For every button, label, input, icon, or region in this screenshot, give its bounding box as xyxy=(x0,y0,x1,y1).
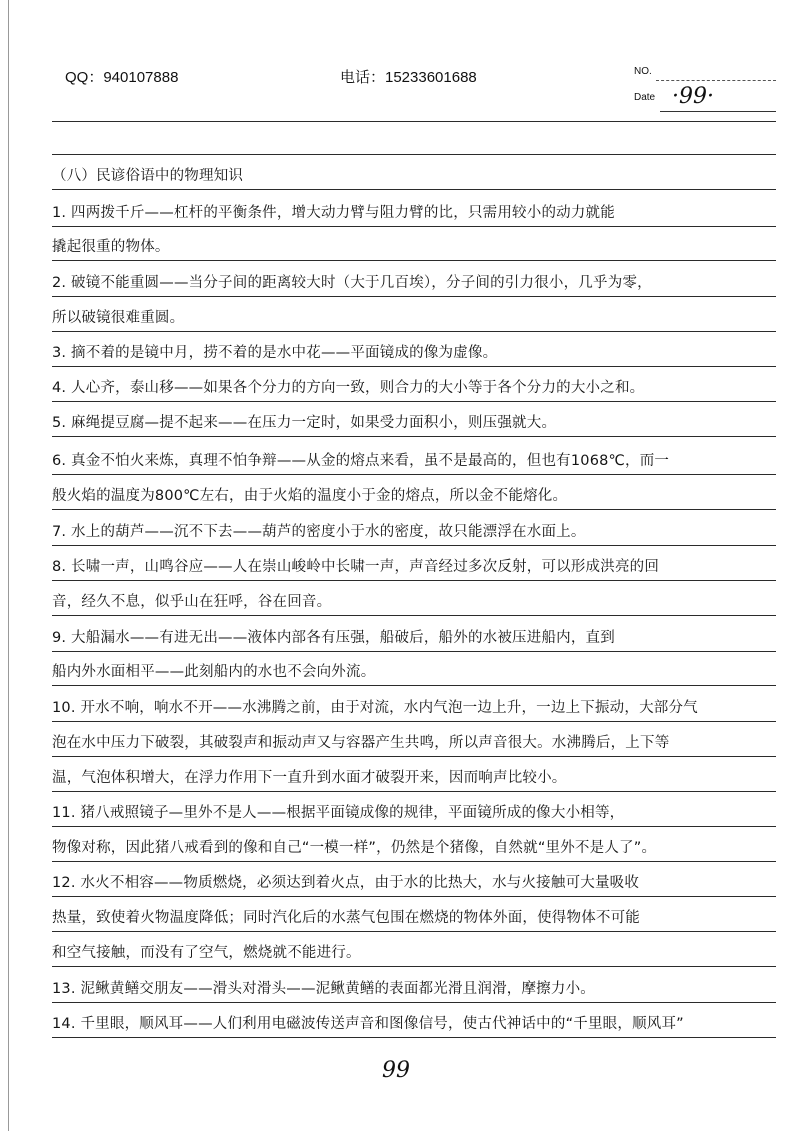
ruled-line xyxy=(52,791,776,792)
note-line: 6. 真金不怕火来炼，真理不怕争辩——从金的熔点来看，虽不是最高的，但也有1068℃，而一 xyxy=(52,453,670,469)
note-line: 和空气接触，而没有了空气，燃烧就不能进行。 xyxy=(52,945,361,961)
note-line: 5. 麻绳提豆腐—提不起来——在压力一定时，如果受力面积小，则压强就大。 xyxy=(52,415,557,431)
note-line: 温，气泡体积增大，在浮力作用下一直升到水面才破裂开来，因而响声比较小。 xyxy=(52,770,567,786)
date-label: Date xyxy=(634,92,656,103)
note-line: 撬起很重的物体。 xyxy=(52,239,170,255)
ruled-line xyxy=(52,756,776,757)
note-line: 10. 开水不响，响水不开——水沸腾之前，由于对流，水内气泡一边上升，一边上下振动，大部分气 xyxy=(52,700,698,716)
ruled-line xyxy=(52,580,776,581)
note-line: 2. 破镜不能重圆——当分子间的距离较大时（大于几百埃），分子间的引力很小，几乎为零， xyxy=(52,275,652,291)
section-title: （八）民谚俗语中的物理知识 xyxy=(52,168,244,184)
phone-contact: 电话：15233601688 xyxy=(340,69,477,86)
ruled-line xyxy=(52,121,776,122)
note-line: 9. 大船漏水——有进无出——液体内部各有压强，船破后，船外的水被压进船内，直到 xyxy=(52,630,615,646)
note-line: 物像对称，因此猪八戒看到的像和自己“一模一样”，仍然是个猪像，自然就“里外不是人了”。 xyxy=(52,840,657,856)
note-line: 7. 水上的葫芦——沉不下去——葫芦的密度小于水的密度，故只能漂浮在水面上。 xyxy=(52,524,586,540)
ruled-line xyxy=(52,615,776,616)
note-line: 3. 摘不着的是镜中月，捞不着的是水中花——平面镜成的像为虚像。 xyxy=(52,345,498,361)
ruled-line xyxy=(52,1037,776,1038)
ruled-line xyxy=(52,1002,776,1003)
ruled-line xyxy=(52,861,776,862)
qq-contact: QQ：940107888 xyxy=(65,69,179,86)
ruled-line xyxy=(52,896,776,897)
ruled-line xyxy=(52,260,776,261)
ruled-line xyxy=(52,331,776,332)
note-line: 热量，致使着火物温度降低；同时汽化后的水蒸气包围在燃烧的物体外面，使得物体不可能 xyxy=(52,910,640,926)
ruled-line xyxy=(52,436,776,437)
ruled-line xyxy=(52,826,776,827)
note-line: 音，经久不息，似乎山在狂呼，谷在回音。 xyxy=(52,594,332,610)
ruled-line xyxy=(52,366,776,367)
ruled-line xyxy=(52,721,776,722)
note-line: 船内外水面相平——此刻船内的水也不会向外流。 xyxy=(52,664,376,680)
note-line: 13. 泥鳅黄鳝交朋友——滑头对滑头——泥鳅黄鳝的表面都光滑且润滑，摩擦力小。 xyxy=(52,981,595,997)
note-line: 14. 千里眼，顺风耳——人们利用电磁波传送声音和图像信号，使古代神话中的“千里眼，顺风耳” xyxy=(52,1016,684,1032)
note-line: 8. 长啸一声，山鸣谷应——人在崇山峻岭中长啸一声，声音经过多次反射，可以形成洪亮的回 xyxy=(52,559,660,575)
note-line: 1. 四两拨千斤——杠杆的平衡条件，增大动力臂与阻力臂的比，只需用较小的动力就能 xyxy=(52,205,615,221)
ruled-line xyxy=(52,685,776,686)
note-line: 4. 人心齐，泰山移——如果各个分力的方向一致，则合力的大小等于各个分力的大小之和。 xyxy=(52,380,645,396)
ruled-line xyxy=(52,966,776,967)
date-value: ·99· xyxy=(672,84,714,109)
no-dotted-line xyxy=(656,80,776,81)
page-number: 99 xyxy=(382,1058,410,1083)
ruled-line xyxy=(52,226,776,227)
binding-edge-line xyxy=(8,0,9,1131)
ruled-line xyxy=(52,474,776,475)
ruled-line xyxy=(52,154,776,155)
ruled-line xyxy=(52,651,776,652)
ruled-line xyxy=(52,401,776,402)
ruled-line xyxy=(52,931,776,932)
note-line: 11. 猪八戒照镜子—里外不是人——根据平面镜成像的规律，平面镜所成的像大小相等， xyxy=(52,805,625,821)
ruled-line xyxy=(52,296,776,297)
note-line: 所以破镜很难重圆。 xyxy=(52,310,185,326)
no-label: NO. xyxy=(634,66,652,77)
date-underline xyxy=(660,111,776,112)
ruled-line xyxy=(52,545,776,546)
note-line: 般火焰的温度为800℃左右，由于火焰的温度小于金的熔点，所以金不能熔化。 xyxy=(52,488,568,504)
note-line: 12. 水火不相容——物质燃烧，必须达到着火点，由于水的比热大，水与火接触可大量吸收 xyxy=(52,875,640,891)
ruled-line xyxy=(52,189,776,190)
note-line: 泡在水中压力下破裂，其破裂声和振动声又与容器产生共鸣，所以声音很大。水沸腾后，上下等 xyxy=(52,735,670,751)
ruled-line xyxy=(52,509,776,510)
